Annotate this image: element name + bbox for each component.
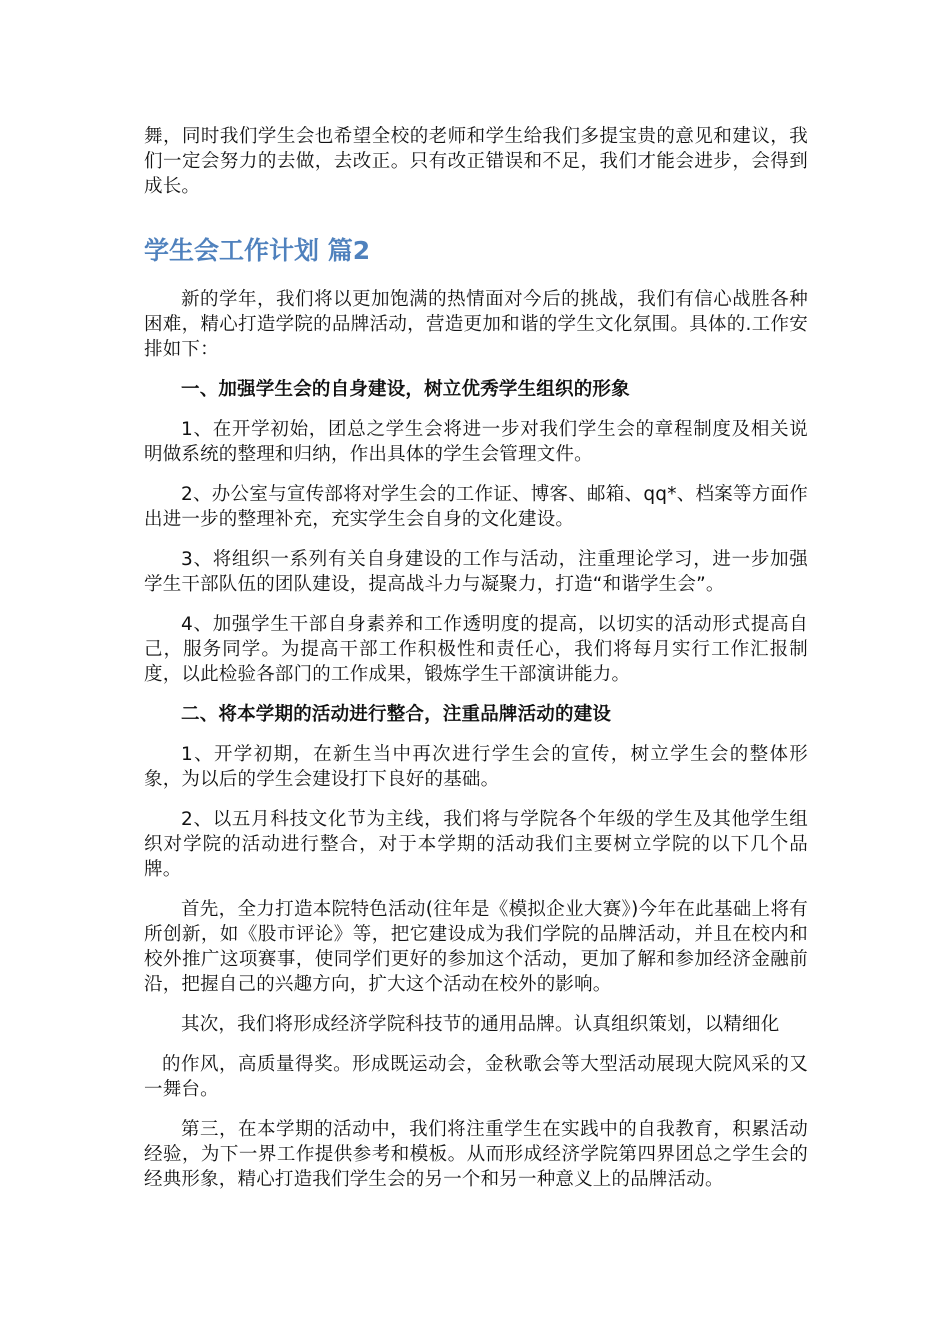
paragraph-item-1-3: 3、将组织一系列有关自身建设的工作与活动，注重理论学习，进一步加强学生干部队伍的团队建设，提高战斗力与凝聚力，打造“和谐学生会”。 [144, 549, 808, 595]
document-body [144, 124, 808, 1192]
intro-paragraph: 舞，同时我们学生会也希望全校的老师和学生给我们多提宝贵的意见和建议，我们一定会努力的去做，去改正。只有改正错误和不足，我们才能会进步，会得到成长。 [144, 126, 808, 197]
paragraph-second: 其次，我们将形成经济学院科技节的通用品牌。认真组织策划，以精细化 [181, 1014, 780, 1035]
paragraph-opening: 新的学年，我们将以更加饱满的热情面对今后的挑战，我们有信心战胜各种困难，精心打造学院的品牌活动，营造更加和谐的学生文化氛围。具体的.工作安排如下： [144, 289, 808, 360]
paragraph-item-1-1: 1、在开学初始，团总之学生会将进一步对我们学生会的章程制度及相关说明做系统的整理和归纳，作出具体的学生会管理文件。 [144, 419, 808, 465]
paragraph-second-continued: 的作风，高质量得奖。形成既运动会，金秋歌会等大型活动展现大院风采的又一舞台。 [144, 1054, 808, 1100]
paragraph-item-1-4: 4、加强学生干部自身素养和工作透明度的提高，以切实的活动形式提高自己，服务同学。为提高干部工作积极性和责任心，我们将每月实行工作汇报制度，以此检验各部门的工作成果，锻炼学生干部演讲能力。 [144, 614, 808, 685]
section-title: 学生会工作计划 篇2 [144, 236, 371, 265]
paragraph-item-2-2: 2、以五月科技文化节为主线，我们将与学院各个年级的学生及其他学生组织对学院的活动进行整合，对于本学期的活动我们主要树立学院的以下几个品牌。 [144, 809, 808, 880]
paragraph-item-2-1: 1、开学初期，在新生当中再次进行学生会的宣传，树立学生会的整体形象，为以后的学生会建设打下良好的基础。 [144, 744, 808, 790]
paragraph-third: 第三，在本学期的活动中，我们将注重学生在实践中的自我教育，积累活动经验，为下一界工作提供参考和模板。从而形成经济学院第四界团总之学生会的经典形象，精心打造我们学生会的另一个和另一种意义上的品牌活动。 [144, 1119, 808, 1190]
paragraph-first: 首先，全力打造本院特色活动(往年是《模拟企业大赛》)今年在此基础上将有所创新，如《股市评论》等，把它建设成为我们学院的品牌活动，并且在校内和校外推广这项赛事，使同学们更好的参加这个活动，更加了解和参加经济金融前沿，把握自己的兴趣方向，扩大这个活动在校外的影响。 [144, 899, 808, 995]
paragraph-item-1-2: 2、办公室与宣传部将对学生会的工作证、博客、邮箱、qq*、档案等方面作出进一步的整理补充，充实学生会自身的文化建设。 [144, 484, 808, 530]
subheading-two: 二、将本学期的活动进行整合，注重品牌活动的建设 [181, 704, 612, 725]
subheading-one: 一、加强学生会的自身建设，树立优秀学生组织的形象 [181, 379, 630, 400]
